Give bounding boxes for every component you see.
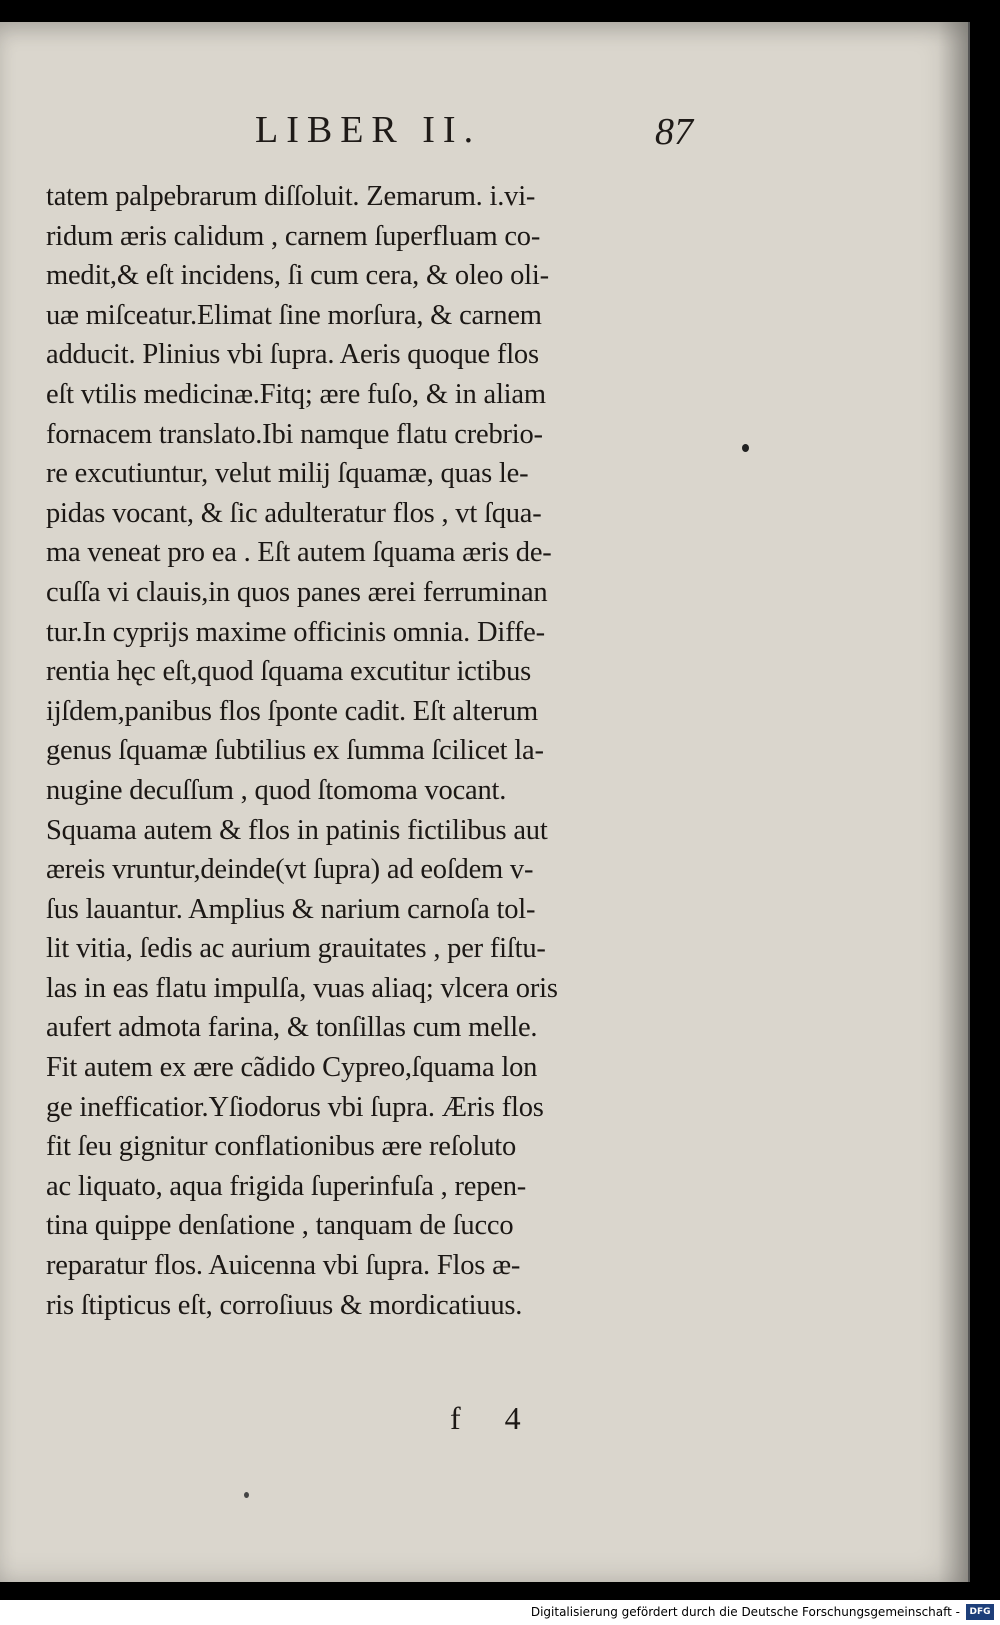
page-header: [0, 108, 968, 168]
text-line: adducit. Plinius vbi ſupra. Aeris quoque flos: [46, 339, 539, 371]
text-line: rentia hęc eſt,quod ſquama excutitur ictibus: [46, 656, 532, 688]
running-head: LIBER II.: [255, 109, 482, 151]
text-line: tina quippe denſatione , tanquam de ſucco: [46, 1210, 514, 1242]
text-block: [46, 177, 701, 1325]
text-line: aufert admota farina, & tonſillas cum melle.: [46, 1012, 538, 1044]
text-line: ridum æris calidum , carnem ſuperfluam co-: [46, 220, 541, 252]
text-line: æreis vruntur,deinde(vt ſupra) ad eoſdem v-: [46, 854, 534, 886]
ink-spot: [244, 1492, 249, 1498]
footer-bar: [0, 1600, 1000, 1625]
text-line: ijſdem,panibus flos ſponte cadit. Eſt alterum: [46, 695, 539, 727]
text-line: re excutiuntur, velut milij ſquamæ, quas le-: [46, 458, 529, 490]
ink-spot: [742, 444, 749, 452]
text-line: pidas vocant, & ſic adulteratur flos , vt ſqua-: [46, 497, 542, 529]
text-line: Squama autem & flos in patinis fictilibus aut: [46, 814, 548, 846]
text-line: tur.In cyprijs maxime officinis omnia. Diffe-: [46, 616, 545, 648]
page-number: 87: [655, 111, 693, 153]
text-line: nugine decuſſum , quod ſtomoma vocant.: [46, 774, 507, 806]
text-line: cuſſa vi clauis,in quos panes ærei ferruminan: [46, 576, 548, 608]
text-line: genus ſquamæ ſubtilius ex ſumma ſcilicet la-: [46, 735, 544, 767]
text-line: ris ſtipticus eſt, corroſiuus & mordicatiuus.: [46, 1289, 523, 1321]
text-line: tatem palpebrarum diſſoluit. Zemarum. i.vi-: [46, 181, 536, 212]
text-line: ma veneat pro ea . Eſt autem ſquama æris de-: [46, 537, 552, 569]
signature-mark: f 4: [450, 1400, 539, 1436]
text-line: ge inefficatior.Yſiodorus vbi ſupra. Æris flos: [46, 1091, 544, 1123]
text-line: medit,& eſt incidens, ſi cum cera, & oleo oli-: [46, 260, 549, 292]
text-line: eſt vtilis medicinæ.Fitq; ære fuſo, & in aliam: [46, 378, 546, 410]
text-line: uæ miſceatur.Elimat ſine morſura, & carnem: [46, 299, 542, 331]
text-line: ſus lauantur. Amplius & narium carnoſa tol-: [46, 893, 536, 925]
text-line: reparatur flos. Auicenna vbi ſupra. Flos æ-: [46, 1250, 521, 1282]
funding-credit: Digitalisierung gefördert durch die Deutsche Forschungsgemeinschaft -: [530, 1605, 960, 1619]
text-line: lit vitia, ſedis ac aurium grauitates , per fiſtu-: [46, 933, 546, 965]
text-line: Fit autem ex ære cãdido Cypreo,ſquama lon: [46, 1052, 538, 1084]
dfg-logo-icon: DFG: [966, 1604, 994, 1620]
text-line: las in eas flatu impulſa, vuas aliaq; vlcera oris: [46, 972, 558, 1004]
text-line: fornacem translato.Ibi namque flatu crebrio-: [46, 418, 543, 450]
book-page: [0, 22, 970, 1582]
text-line: ac liquato, aqua frigida ſuperinfuſa , repen-: [46, 1170, 527, 1202]
text-line: fit ſeu gignitur conflationibus ære reſoluto: [46, 1131, 517, 1163]
